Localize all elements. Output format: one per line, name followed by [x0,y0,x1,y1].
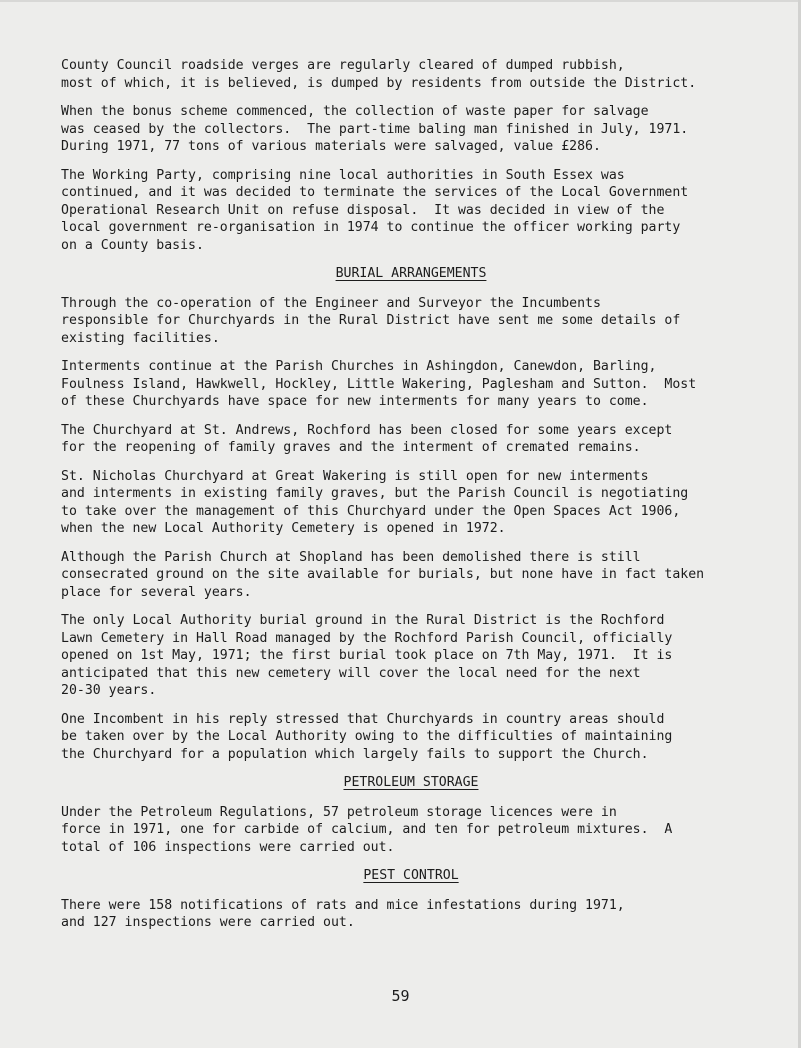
paragraph-pest-control: There were 158 notifications of rats and mice infestations during 1971, and 127 inspections were carried out. [61,897,625,930]
burial-heading-text: BURIAL ARRANGEMENTS [335,266,487,281]
paragraph-burial-incumbent: One Incombent in his reply stressed that Churchyards in country areas should be taken over by the Local Authority owing to the difficulties of maintaining the Churchyard for a population which largely fails to support the Church. [61,711,673,762]
section-heading-pest-control [61,867,761,885]
section-heading-burial [61,265,761,283]
pest-heading-text: PEST CONTROL [363,868,459,883]
paragraph-burial-st-andrews: The Churchyard at St. Andrews, Rochford has been closed for some years except for the reopening of family graves and the interment of cremated remains. [61,422,673,455]
page-number: 59 [391,987,410,1005]
document-body [61,57,761,943]
paragraph-burial-lawn-cemetery: The only Local Authority burial ground in the Rural District is the Rochford Lawn Cemetery in Hall Road managed by the Rochford Parish Council, officially opened on 1st May, 1971; the first burial took place on 7th May, 1971. It is anticipated that this new cemetery will cover the local need for the next 20-30 years. [61,613,673,698]
paragraph-burial-st-nicholas: St. Nicholas Churchyard at Great Wakering is still open for new interments and interments in existing family graves, but the Parish Council is negotiating to take over the management of this Churchyard under the Open Spaces Act 1906, when the new Local Authority Cemetery is opened in 1972. [61,468,689,536]
paragraph-verges: County Council roadside verges are regularly cleared of dumped rubbish, most of which, it is believed, is dumped by residents from outside the District. [61,58,697,91]
section-heading-petroleum [61,774,761,792]
petroleum-heading-text: PETROLEUM STORAGE [343,775,479,790]
paragraph-burial-cooperation: Through the co-operation of the Engineer and Surveyor the Incumbents responsible for Churchyards in the Rural District have sent me some details of existing facilities. [61,295,681,346]
paragraph-salvage: When the bonus scheme commenced, the collection of waste paper for salvage was ceased by the collectors. The part-time baling man finished in July, 1971. During 1971, 77 tons of various materials were salvaged, value £286. [61,104,689,154]
paragraph-petroleum: Under the Petroleum Regulations, 57 petroleum storage licences were in force in 1971, one for carbide of calcium, and ten for petroleum mixtures. A total of 106 inspections were carried out. [61,804,673,855]
page-top-edge [0,0,801,2]
paragraph-burial-shopland: Although the Parish Church at Shopland has been demolished there is still consecrated ground on the site available for burials, but none have in fact taken place for several years. [61,549,705,600]
paragraph-burial-interments: Interments continue at the Parish Churches in Ashingdon, Canewdon, Barling, Foulness Island, Hawkwell, Hockley, Little Wakering, Paglesham and Sutton. Most of these Churchyards have space for new interments for many years to come. [61,359,697,409]
paragraph-working-party: The Working Party, comprising nine local authorities in South Essex was continued, and it was decided to terminate the services of the Local Government Operational Research Unit on refuse disposal. It was decided in view of the local government re-organisation in 1974 to continue the officer working party on a County basis. [61,167,689,253]
